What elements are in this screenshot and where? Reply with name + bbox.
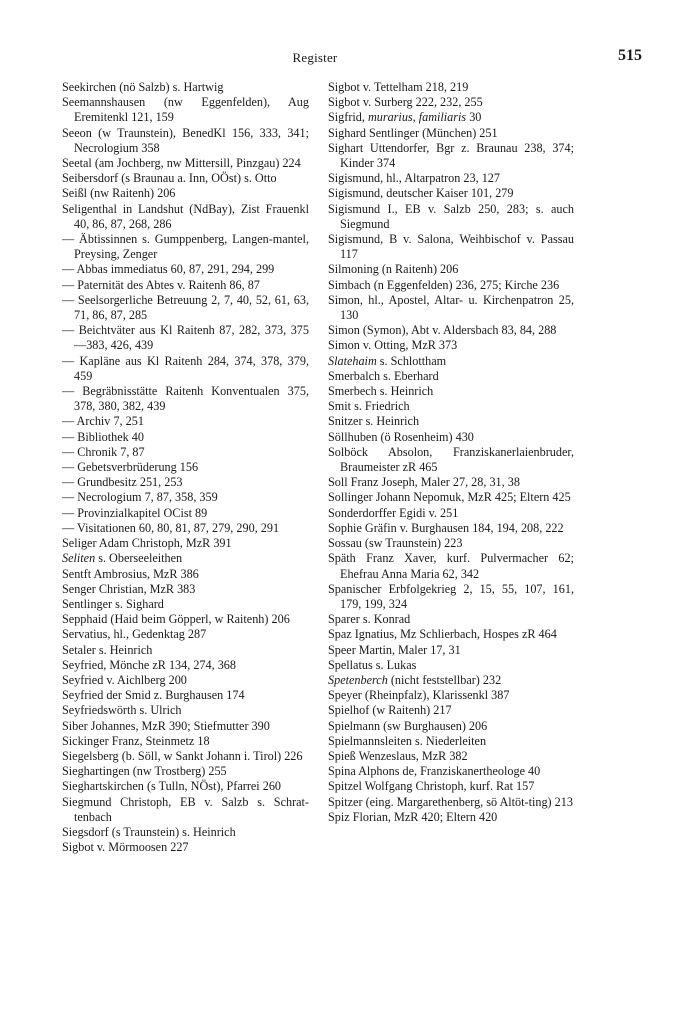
index-entry: Sigfrid, murarius, familiaris 30 bbox=[328, 110, 482, 125]
index-entry: Sieghartskirchen (s Tulln, NÖst), Pfarrei 260 bbox=[62, 779, 282, 794]
index-entry: Späth Franz Xaver, kurf. Pulvermacher 62; Ehefrau Anna Maria 62, 342 bbox=[328, 551, 574, 581]
index-entry: Speer Martin, Maler 17, 31 bbox=[328, 642, 461, 657]
index-entry: Sossau (sw Traunstein) 223 bbox=[328, 536, 463, 551]
index-entry: Sepphaid (Haid beim Göpperl, w Raitenh) 206 bbox=[62, 612, 290, 627]
index-entry: — Archiv 7, 251 bbox=[62, 414, 144, 429]
index-column-left bbox=[62, 80, 309, 855]
index-entry: Seekirchen (nö Salzb) s. Hartwig bbox=[62, 80, 224, 94]
index-entry: Seyfried v. Aichlberg 200 bbox=[62, 672, 187, 687]
index-entry: Sigismund I., EB v. Salzb 250, 283; s. auch Siegmund bbox=[328, 201, 574, 231]
index-entry: — Paternität des Abtes v. Raitenh 86, 87 bbox=[62, 277, 260, 292]
index-entry: — Provinzialkapitel OCist 89 bbox=[62, 505, 208, 520]
index-entry: Spetenberch (nicht feststellbar) 232 bbox=[328, 672, 502, 687]
index-entry: Seetal (am Jochberg, nw Mittersill, Pinzgau) 224 bbox=[62, 156, 301, 171]
index-entry: Snitzer s. Heinrich bbox=[328, 414, 420, 429]
index-entry: Sigbot v. Mörmoosen 227 bbox=[62, 840, 189, 855]
index-entry: — Seelsorgerliche Betreuung 2, 7, 40, 52, 61, 63, 71, 86, 87, 285 bbox=[62, 292, 309, 323]
index-entry: Sigismund, B v. Salona, Weihbischof v. Passau 117 bbox=[328, 232, 574, 262]
index-entry: Sparer s. Konrad bbox=[328, 612, 411, 627]
index-entry: Spellatus s. Lukas bbox=[328, 657, 417, 672]
index-entry: Seliger Adam Christoph, MzR 391 bbox=[62, 536, 232, 551]
index-entry: Sollinger Johann Nepomuk, MzR 425; Eltern 425 bbox=[328, 490, 571, 505]
index-entry: — Necrologium 7, 87, 358, 359 bbox=[62, 490, 218, 505]
index-entry: Seemannshausen (nw Eggenfelden), Aug Eremitenkl 121, 159 bbox=[62, 95, 309, 125]
index-entry: Servatius, hl., Gedenktag 287 bbox=[62, 627, 207, 642]
index-entry: Siegelsberg (b. Söll, w Sankt Johann i. Tirol) 226 bbox=[62, 748, 303, 763]
index-entry: Smerbech s. Heinrich bbox=[328, 384, 434, 399]
index-entry: — Bibliothek 40 bbox=[62, 429, 144, 444]
index-entry: — Begräbnisstätte Raitenh Konventualen 375, 378, 380, 382, 439 bbox=[62, 384, 309, 414]
index-entry: Seißl (nw Raitenh) 206 bbox=[62, 186, 176, 201]
index-entry: Siegsdorf (s Traunstein) s. Heinrich bbox=[62, 824, 236, 839]
index-entry: Sigismund, deutscher Kaiser 101, 279 bbox=[328, 186, 514, 201]
index-entry: Spielmann (sw Burghausen) 206 bbox=[328, 718, 488, 733]
index-entry: Spitzel Wolfgang Christoph, kurf. Rat 157 bbox=[328, 779, 535, 794]
index-entry: Smerbalch s. Eberhard bbox=[328, 368, 439, 383]
index-entry: Sophie Gräfin v. Burghausen 184, 194, 208, 222 bbox=[328, 520, 564, 535]
index-entry: Seibersdorf (s Braunau a. Inn, OÖst) s. Otto bbox=[62, 171, 277, 186]
index-entry: Speyer (Rheinpfalz), Klarissenkl 387 bbox=[328, 688, 510, 703]
index-entry: Sighard Sentlinger (München) 251 bbox=[328, 125, 498, 140]
index-entry: Sentft Ambrosius, MzR 386 bbox=[62, 566, 199, 581]
index-entry: Spina Alphons de, Franziskanertheologe 40 bbox=[328, 764, 541, 779]
index-entry: — Äbtissinnen s. Gumppenberg, Langen-mantel, Preysing, Zenger bbox=[62, 232, 309, 262]
index-entry: Simbach (n Eggenfelden) 236, 275; Kirche 236 bbox=[328, 277, 560, 292]
index-entry: Seligenthal in Landshut (NdBay), Zist Frauenkl 40, 86, 87, 268, 286 bbox=[62, 201, 309, 231]
index-entry: Spanischer Erbfolgekrieg 2, 15, 55, 107, 161, 179, 199, 324 bbox=[328, 581, 574, 611]
index-entry: Seyfriedswörth s. Ulrich bbox=[62, 703, 182, 718]
index-entry: Sigbot v. Tettelham 218, 219 bbox=[328, 80, 469, 94]
index-entry: Sickinger Franz, Steinmetz 18 bbox=[62, 733, 210, 748]
index-entry: — Gebetsverbrüderung 156 bbox=[62, 460, 199, 475]
index-entry: — Chronik 7, 87 bbox=[62, 444, 145, 459]
index-column-right bbox=[328, 80, 574, 825]
index-entry: Spitzer (eing. Margarethenberg, sö Altöt-ting) 213 bbox=[328, 794, 573, 809]
index-entry: — Beichtväter aus Kl Raitenh 87, 282, 373, 375—383, 426, 439 bbox=[62, 323, 309, 353]
index-entry: Spielhof (w Raitenh) 217 bbox=[328, 703, 452, 718]
index-entry: Sonderdorffer Egidi v. 251 bbox=[328, 505, 459, 520]
index-entry: Sigismund, hl., Altarpatron 23, 127 bbox=[328, 171, 500, 186]
index-entry: Setaler s. Heinrich bbox=[62, 642, 153, 657]
index-entry: Siber Johannes, MzR 390; Stiefmutter 390 bbox=[62, 718, 270, 733]
index-entry: — Abbas immediatus 60, 87, 291, 294, 299 bbox=[62, 262, 275, 277]
page-header bbox=[60, 47, 642, 70]
index-entry: Sentlinger s. Sighard bbox=[62, 596, 164, 611]
index-entry: Seyfried der Smid z. Burghausen 174 bbox=[62, 688, 245, 703]
index-entry: Simon, hl., Apostel, Altar- u. Kirchenpatron 25, 130 bbox=[328, 292, 574, 323]
index-entry: Silmoning (n Raitenh) 206 bbox=[328, 262, 459, 277]
index-entry: Smit s. Friedrich bbox=[328, 399, 410, 414]
index-entry: Siegmund Christoph, EB v. Salzb s. Schrat-tenbach bbox=[62, 794, 309, 824]
index-entry: Söllhuben (ö Rosenheim) 430 bbox=[328, 429, 474, 444]
index-entry: Spiz Florian, MzR 420; Eltern 420 bbox=[328, 809, 498, 824]
index-entry: Simon (Symon), Abt v. Aldersbach 83, 84, 288 bbox=[328, 323, 557, 338]
index-entry: — Kapläne aus Kl Raitenh 284, 374, 378, 379, 459 bbox=[62, 353, 309, 383]
index-entry: Seliten s. Oberseeleithen bbox=[62, 551, 183, 566]
index-entry: Soll Franz Joseph, Maler 27, 28, 31, 38 bbox=[328, 475, 520, 490]
index-entry: — Grundbesitz 251, 253 bbox=[62, 475, 183, 490]
index-entry: Simon v. Otting, MzR 373 bbox=[328, 338, 458, 353]
index-entry: Sieghartingen (nw Trostberg) 255 bbox=[62, 764, 227, 779]
running-title: Register bbox=[292, 50, 338, 65]
page-number: 515 bbox=[618, 47, 642, 64]
index-entry: Sigbot v. Surberg 222, 232, 255 bbox=[328, 95, 483, 110]
index-entry: Solböck Absolon, Franziskanerlaienbruder, Braumeister zR 465 bbox=[328, 444, 574, 475]
index-entry: Seeon (w Traunstein), BenedKl 156, 333, 341; Necrologium 358 bbox=[62, 125, 309, 155]
index-entry: Slatehaim s. Schlottham bbox=[328, 353, 447, 368]
index-entry: Spaz Ignatius, Mz Schlierbach, Hospes zR 464 bbox=[328, 627, 557, 642]
index-entry: — Visitationen 60, 80, 81, 87, 279, 290, 291 bbox=[62, 520, 280, 535]
index-entry: Spielmannsleiten s. Niederleiten bbox=[328, 733, 487, 748]
index-entry: Senger Christian, MzR 383 bbox=[62, 581, 196, 596]
index-entry: Spieß Wenzeslaus, MzR 382 bbox=[328, 748, 468, 763]
index-entry: Seyfried, Mönche zR 134, 274, 368 bbox=[62, 657, 236, 672]
index-entry: Sighart Uttendorfer, Bgr z. Braunau 238, 374; Kinder 374 bbox=[328, 140, 574, 171]
